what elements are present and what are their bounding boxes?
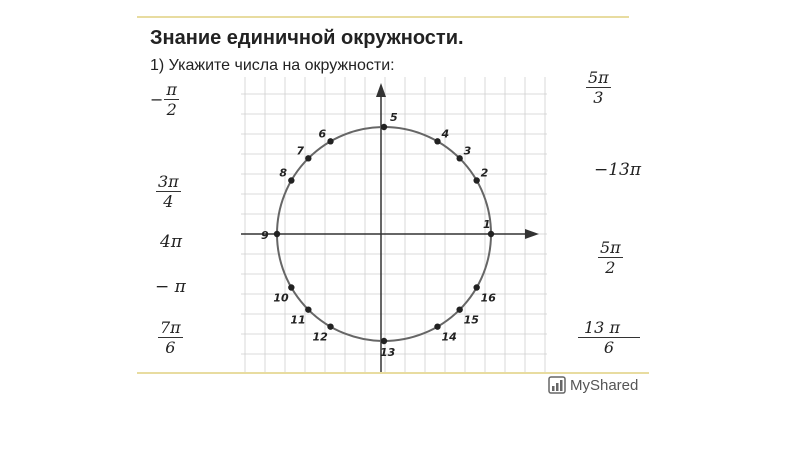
y-axis-arrow-icon (376, 83, 386, 97)
circle-point-dot (434, 323, 440, 329)
circle-point-label: 3 (463, 144, 472, 158)
fraction-numerator: π (166, 80, 177, 99)
circle-point-label: 9 (261, 229, 269, 242)
circle-point-label: 7 (296, 144, 304, 158)
value-sign: − (150, 90, 164, 109)
circle-point-label: 14 (441, 330, 457, 344)
right-value-1 (586, 68, 611, 107)
circle-point-dot (327, 323, 333, 329)
fraction (164, 80, 179, 119)
fraction (158, 318, 183, 357)
circle-point-dot (305, 155, 311, 161)
fraction (578, 318, 640, 357)
fraction-denominator: 2 (605, 258, 616, 277)
circle-point-label: 12 (312, 330, 328, 344)
logo-text: MyShared (570, 376, 639, 394)
fraction (156, 172, 181, 211)
circle-point-label: 8 (279, 166, 287, 180)
circle-point-label: 1 (483, 218, 491, 231)
left-value-2 (156, 172, 181, 211)
right-value-4 (578, 318, 640, 357)
circle-point-dot (381, 124, 387, 130)
fraction-denominator: 3 (593, 88, 604, 107)
circle-point-dot (456, 155, 462, 161)
circle-point-label: 5 (390, 111, 398, 124)
fraction-denominator: 2 (166, 100, 177, 119)
circle-point-label: 16 (480, 291, 496, 305)
fraction (586, 68, 611, 107)
circle-points (261, 111, 496, 359)
fraction-numerator: 3π (158, 172, 179, 191)
unit-circle-figure (241, 77, 547, 372)
circle-point-label: 11 (290, 313, 306, 327)
fraction-numerator: 13 π (578, 318, 640, 338)
fraction (598, 238, 623, 277)
left-value-5 (158, 318, 183, 357)
fraction-numerator: 5π (588, 68, 609, 87)
circle-point-label: 2 (480, 166, 489, 180)
circle-point-dot (381, 338, 387, 344)
task-text: 1) Укажите числа на окружности: (150, 57, 395, 74)
fraction-numerator: 7π (160, 318, 181, 337)
circle-point-label: 13 (380, 346, 396, 359)
circle-point-label: 10 (273, 291, 289, 305)
circle-point-dot (473, 284, 479, 290)
top-rule (137, 16, 629, 18)
right-value-2: −13π (594, 160, 642, 180)
circle-point-dot (327, 138, 333, 144)
circle-point-dot (288, 177, 294, 183)
myshared-logo-icon (548, 376, 566, 394)
x-axis-arrow-icon (525, 229, 539, 239)
circle-point-label: 15 (463, 313, 479, 327)
circle-point-dot (488, 231, 494, 237)
circle-point-dot (473, 177, 479, 183)
left-value-4: − π (155, 277, 186, 297)
left-value-3: 4π (160, 232, 182, 252)
left-value-1 (150, 80, 179, 119)
myshared-logo (548, 376, 638, 394)
circle-point-dot (434, 138, 440, 144)
circle-point-label: 4 (441, 127, 450, 141)
circle-point-label: 6 (318, 127, 327, 141)
slide-title: Знание единичной окружности. (150, 27, 464, 49)
circle-point-dot (305, 306, 311, 312)
circle-point-dot (456, 306, 462, 312)
bottom-rule (137, 372, 649, 374)
circle-point-dot (288, 284, 294, 290)
circle-point-dot (274, 231, 280, 237)
fraction-numerator: 5π (600, 238, 621, 257)
fraction-denominator: 4 (163, 192, 174, 211)
right-value-3 (598, 238, 623, 277)
fraction-denominator: 6 (165, 338, 176, 357)
fraction-denominator: 6 (603, 338, 615, 357)
